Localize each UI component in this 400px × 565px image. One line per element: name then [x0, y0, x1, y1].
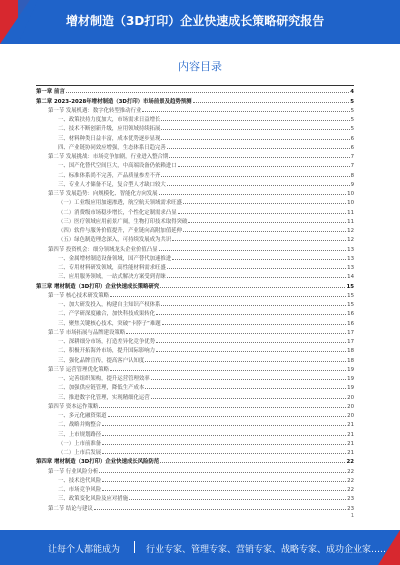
toc-entry-label: 一、完善组织架构，提升运营管理效率	[58, 376, 150, 382]
toc-entry-page: 23	[347, 505, 354, 512]
toc-entry[interactable]	[36, 188, 354, 197]
toc-entry-page: 15	[347, 302, 354, 308]
toc-entry[interactable]	[36, 502, 354, 511]
toc-entry-page: 5	[350, 126, 354, 133]
toc-entry-label: 第四节 资本运作策略	[48, 403, 99, 410]
toc-leader-dots	[161, 175, 349, 177]
toc-entry-page: 7	[350, 154, 354, 160]
toc-entry-label: 二、专用材料研发领域，高性能材料需求旺盛	[58, 265, 166, 271]
toc-entry[interactable]	[36, 401, 354, 410]
toc-entry-label: 三、应用服务领域，一站式解决方案受到青睐	[58, 274, 166, 281]
toc-entry-label: 一、金属增材制造设备领域，国产替代加速推进	[58, 255, 172, 262]
toc-heading: 内容目录	[178, 60, 222, 73]
toc-entry-label: （一）上市前准备	[58, 440, 102, 447]
toc-entry-label: 一、政策扶持力度加大，市场需求日益增长	[58, 117, 161, 123]
toc-entry-label: 四、产业链协同效应增强，生态体系日趋完善	[58, 144, 166, 151]
toc-leader-dots	[94, 508, 346, 510]
toc-entry-page: 5	[350, 117, 354, 123]
toc-entry-page: 13	[347, 265, 354, 271]
footer-red-accent	[378, 530, 400, 565]
toc-entry[interactable]	[36, 299, 354, 308]
toc-leader-dots	[145, 360, 346, 362]
toc-entry[interactable]	[36, 225, 354, 234]
toc-entry[interactable]	[36, 243, 354, 252]
toc-entry[interactable]	[36, 493, 354, 502]
header-accent-stripe	[18, 0, 38, 44]
toc-entry[interactable]	[36, 475, 354, 484]
toc-entry-label: （二）消费级市场稳步增长，个性化定制需求凸显	[58, 209, 177, 216]
toc-entry[interactable]	[36, 345, 354, 354]
toc-entry-page: 11	[347, 209, 354, 216]
toc-entry-label: 第四章 增材制造（3D打印）企业快速成长风险防范	[36, 459, 160, 466]
toc-entry-page: 19	[347, 385, 354, 392]
toc-entry[interactable]	[36, 364, 354, 373]
toc-entry[interactable]	[36, 456, 354, 465]
toc-entry-page: 21	[347, 431, 354, 438]
toc-entry-page: 19	[347, 376, 354, 382]
toc-leader-dots	[102, 424, 346, 426]
toc-entry-label: 一、加大研发投入，构建自主知识产权体系	[58, 302, 161, 308]
toc-entry-label: 三、材料种类日益丰富，成本优势逐步显现	[58, 135, 161, 142]
toc-entry-page: 12	[347, 237, 354, 244]
toc-entry-label: 第二节 结论与建议	[48, 505, 93, 512]
toc-entry-label: 二、标准体系尚不完善，产品质量参差不齐	[58, 172, 161, 179]
toc-entry[interactable]	[36, 391, 354, 400]
report-header	[0, 0, 400, 44]
toc-entry[interactable]	[36, 308, 354, 317]
toc-entry-page: 9	[350, 181, 354, 188]
toc-entry-label: 第一节 行业风险分析	[48, 468, 99, 475]
toc-entry-page: 20	[347, 413, 354, 419]
toc-entry[interactable]	[36, 373, 354, 382]
toc-entry-label: 第一节 发展机遇：数字化转型推动行业	[48, 107, 142, 114]
toc-entry[interactable]	[36, 132, 354, 141]
toc-entry-page: 21	[347, 422, 354, 429]
toc-leader-dots	[145, 387, 346, 389]
toc-leader-dots	[160, 286, 345, 288]
toc-entry-label: （二）上市后发展	[58, 450, 102, 456]
toc-leader-dots	[161, 304, 346, 306]
toc-entry-label: 三、政策变化风险及应对措施	[58, 496, 129, 503]
toc-entry[interactable]	[36, 290, 354, 299]
toc-leader-dots	[161, 138, 349, 140]
toc-entry-page: 5	[350, 107, 354, 114]
toc-leader-dots	[151, 397, 346, 399]
toc-leader-dots	[108, 415, 347, 417]
toc-leader-dots	[142, 110, 349, 112]
toc-entry-label: 第二节 市场拓展与品牌建设策略	[48, 329, 126, 336]
toc-leader-dots	[102, 480, 346, 482]
toc-leader-dots	[160, 461, 345, 463]
toc-entry-label: 一、多元化融资渠道	[58, 413, 107, 419]
toc-leader-dots	[151, 378, 346, 380]
toc-leader-dots	[169, 156, 349, 158]
toc-entry[interactable]	[36, 114, 354, 123]
toc-entry[interactable]	[36, 105, 354, 114]
toc-entry-page: 10	[347, 200, 354, 207]
toc-leader-dots	[167, 147, 350, 149]
toc-entry-page: 15	[346, 283, 354, 290]
toc-entry-label: 二、产学研深度融合，加快科技成果转化	[58, 311, 156, 318]
toc-entry-label: （五）绿色制造理念深入，可持续发展成为共识	[58, 237, 172, 244]
toc-entry-label: 第一章 前言	[36, 89, 65, 96]
toc-entry-page: 20	[347, 394, 354, 401]
toc-leader-dots	[167, 184, 350, 186]
toc-entry-label: 第三节 发展趋势：向规模化、智能化方向发展	[48, 191, 158, 197]
toc-entry[interactable]	[36, 253, 354, 262]
toc-entry-page: 6	[350, 144, 354, 151]
toc-entry[interactable]	[36, 216, 354, 225]
footer-slogan-right: 行业专家、管理专家、营销专家、战略专家、成功企业家……	[146, 545, 390, 555]
toc-entry[interactable]	[36, 317, 354, 326]
report-title: 增材制造（3D打印）企业快速成长策略研究报告	[66, 14, 325, 28]
toc-entry-page: 22	[347, 477, 354, 484]
toc-entry[interactable]	[36, 123, 354, 132]
toc-leader-dots	[126, 332, 346, 334]
toc-entry-page: 19	[347, 366, 354, 373]
toc-leader-dots	[161, 119, 349, 121]
toc-leader-dots	[156, 313, 346, 315]
toc-leader-dots	[172, 239, 346, 241]
toc-entry[interactable]	[36, 410, 354, 419]
toc-leader-dots	[156, 341, 346, 343]
toc-entry-page: 23	[347, 496, 354, 503]
toc-entry-page: 10	[347, 191, 354, 197]
toc-entry-label: 第二节 发展挑战：市场竞争加剧，行业进入整合期	[48, 154, 169, 160]
toc-entry-page: 18	[347, 348, 354, 355]
toc-leader-dots	[193, 101, 350, 103]
toc-leader-dots	[102, 489, 346, 491]
toc-entry-label: 二、市场竞争风险	[58, 487, 102, 493]
toc-entry-label: （一）工业级应用加速渗透，航空航天领域需求旺盛	[58, 200, 182, 207]
toc-entry-label: 二、技术不断创新升级，应用领域持续拓展	[58, 126, 161, 133]
toc-leader-dots	[99, 471, 346, 473]
footer-divider	[134, 541, 135, 553]
toc-entry-page: 21	[347, 440, 354, 447]
toc-leader-dots	[161, 128, 349, 130]
toc-entry-page: 18	[347, 357, 354, 364]
toc-leader-dots	[159, 193, 347, 195]
toc-entry[interactable]	[36, 262, 354, 271]
toc-leader-dots	[129, 498, 346, 500]
toc-leader-dots	[183, 202, 346, 204]
toc-entry[interactable]	[36, 438, 354, 447]
toc-entry-label: （四）软件与服务价值提升，产业链向高附加值延伸	[58, 228, 182, 234]
toc-leader-dots	[162, 323, 347, 325]
toc-entry-label: 二、加强供应链管理，降低生产成本	[58, 385, 145, 392]
toc-entry-label: 二、战略并购整合	[58, 422, 102, 429]
toc-entry-page: 17	[347, 329, 354, 336]
toc-entry-page: 4	[350, 89, 354, 96]
toc-entry[interactable]	[36, 327, 354, 336]
toc-entry-label: 一、国产化替代空间巨大，中高端设备仍依赖进口	[58, 163, 177, 170]
footer-slogan-left: 让每个人都能成为	[48, 545, 121, 555]
toc-entry[interactable]	[36, 271, 354, 280]
toc-entry[interactable]	[36, 419, 354, 428]
toc-entry[interactable]	[36, 169, 354, 178]
toc-entry-page: 5	[350, 98, 354, 105]
toc-entry-page: 7	[350, 163, 354, 170]
toc-leader-dots	[110, 369, 346, 371]
toc-leader-dots	[183, 230, 346, 232]
toc-entry[interactable]	[36, 280, 354, 289]
toc-leader-dots	[110, 295, 346, 297]
toc-entry-label: 第四节 投资机会：细分领域龙头企业价值凸显	[48, 246, 158, 253]
toc-entry-page: 22	[346, 459, 354, 466]
toc-entry-label: 三、聚焦关键核心技术，突破“卡脖子”难题	[58, 320, 161, 327]
toc-leader-dots	[156, 350, 346, 352]
toc-leader-dots	[159, 249, 347, 251]
toc-entry-label: 第三节 运营管理优化策略	[48, 366, 110, 373]
toc-entry-page: 12	[347, 228, 354, 234]
toc-entry-page: 21	[347, 450, 354, 456]
toc-entry[interactable]	[36, 428, 354, 437]
toc-entry-page: 22	[347, 487, 354, 493]
toc-entry-label: 二、积极开拓海外市场，提升国际影响力	[58, 348, 156, 355]
toc-leader-dots	[99, 406, 346, 408]
toc-leader-dots	[167, 267, 346, 269]
toc-entry[interactable]	[36, 179, 354, 188]
toc-entry-label: 一、深耕细分市场，打造差异化竞争优势	[58, 339, 156, 345]
table-of-contents	[36, 86, 354, 512]
toc-entry[interactable]	[36, 151, 354, 160]
toc-entry[interactable]	[36, 484, 354, 493]
toc-entry-page: 13	[347, 246, 354, 253]
toc-entry[interactable]	[36, 86, 354, 95]
toc-entry-page: 22	[347, 468, 354, 475]
toc-entry[interactable]	[36, 142, 354, 151]
toc-entry-label: 一、技术迭代风险	[58, 477, 102, 484]
toc-entry-label: 三、推进数字化管理，实现精细化运营	[58, 394, 150, 401]
toc-entry[interactable]	[36, 95, 354, 104]
toc-leader-dots	[188, 221, 346, 223]
toc-entry-page: 8	[350, 172, 354, 179]
toc-entry-page: 14	[347, 274, 354, 281]
toc-entry-label: 第一节 核心技术研发策略	[48, 292, 110, 299]
toc-leader-dots	[172, 258, 346, 260]
toc-entry-page: 6	[350, 135, 354, 142]
toc-entry[interactable]	[36, 206, 354, 215]
toc-entry-label: 三、上市规划路径	[58, 431, 102, 438]
toc-entry-label: （三）医疗领域应用前景广阔，生物打印技术取得突破	[58, 218, 188, 225]
report-footer	[0, 530, 400, 565]
toc-entry-label: 第三章 增材制造（3D打印）企业快速成长策略研究	[36, 283, 160, 290]
toc-entry-label: 三、专业人才储备不足，复合型人才缺口较大	[58, 181, 166, 188]
toc-leader-dots	[178, 165, 350, 167]
toc-leader-dots	[102, 443, 346, 445]
toc-leader-dots	[178, 212, 347, 214]
toc-leader-dots	[167, 276, 346, 278]
toc-entry-page: 16	[347, 311, 354, 318]
toc-entry[interactable]	[36, 197, 354, 206]
toc-entry[interactable]	[36, 465, 354, 474]
toc-entry-page: 17	[347, 339, 354, 345]
toc-entry[interactable]	[36, 234, 354, 243]
toc-entry-page: 20	[347, 403, 354, 410]
toc-entry-page: 11	[347, 218, 354, 225]
page-number: 1	[350, 513, 354, 519]
toc-entry-page: 13	[347, 255, 354, 262]
toc-entry-label: 三、强化品牌宣传，提高客户认知度	[58, 357, 145, 364]
toc-leader-dots	[66, 91, 349, 93]
toc-entry-page: 15	[347, 292, 354, 299]
toc-entry-page: 16	[347, 320, 354, 327]
toc-entry[interactable]	[36, 382, 354, 391]
toc-entry[interactable]	[36, 354, 354, 363]
toc-entry[interactable]	[36, 160, 354, 169]
toc-entry[interactable]	[36, 336, 354, 345]
toc-entry-label: 第二章 2023-2028年增材制造（3D打印）市场前景及趋势预测	[36, 98, 192, 105]
toc-leader-dots	[102, 434, 346, 436]
toc-entry[interactable]	[36, 447, 354, 456]
toc-leader-dots	[102, 452, 346, 454]
